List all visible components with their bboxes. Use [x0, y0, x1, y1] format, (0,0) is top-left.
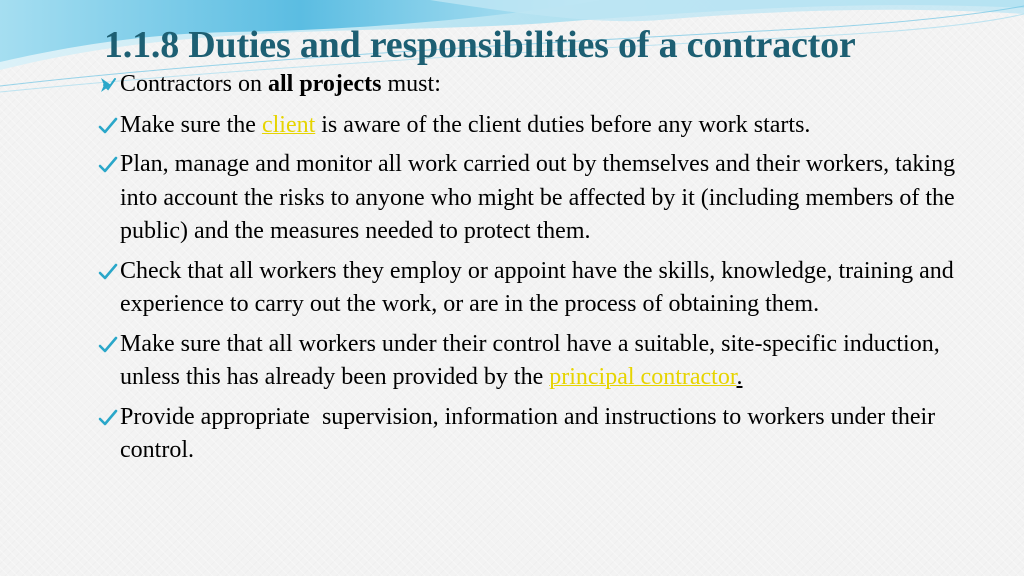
intro-text-before: Contractors on: [120, 71, 268, 97]
bullet-list: [98, 68, 978, 474]
principal-contractor-link[interactable]: principal contractor: [549, 364, 737, 390]
item-text-after: is aware of the client duties before any work starts.: [315, 111, 811, 138]
checkmark-icon: [98, 262, 118, 282]
slide-title: 1.1.8 Duties and responsibilities of a contractor: [104, 24, 856, 66]
item-text-before: Make sure the: [120, 111, 262, 138]
item-text: Provide appropriate supervision, information and instructions to workers under their control.: [120, 403, 942, 463]
checkmark-icon: [98, 116, 118, 136]
list-item: [98, 109, 978, 143]
list-item: [98, 401, 978, 468]
client-link[interactable]: client: [261, 111, 316, 138]
checkmark-icon: [98, 335, 118, 355]
item-text: Check that all workers they employ or appoint have the skills, knowledge, training and experience to carry out the work, or are in the process of obtaining them.: [120, 257, 954, 317]
item-text-before: Make sure that all workers under their control have a suitable, site-specific induction, unless this has already been provided by the: [120, 330, 940, 390]
item-text-after: .: [736, 364, 743, 390]
arrow-check-icon: [98, 75, 118, 95]
item-text: Plan, manage and monitor all work carried out by themselves and their workers, taking into account the risks to anyone who might be affected by it (including members of the public) and the measures needed to protect them.: [120, 151, 956, 244]
intro-line: [98, 68, 978, 102]
checkmark-icon: [98, 408, 118, 428]
intro-text-after: must:: [381, 71, 441, 97]
checkmark-icon: [98, 155, 118, 175]
intro-text-bold: all projects: [267, 71, 382, 97]
list-item: [98, 148, 978, 249]
list-item: [98, 328, 978, 395]
list-item: [98, 255, 978, 322]
